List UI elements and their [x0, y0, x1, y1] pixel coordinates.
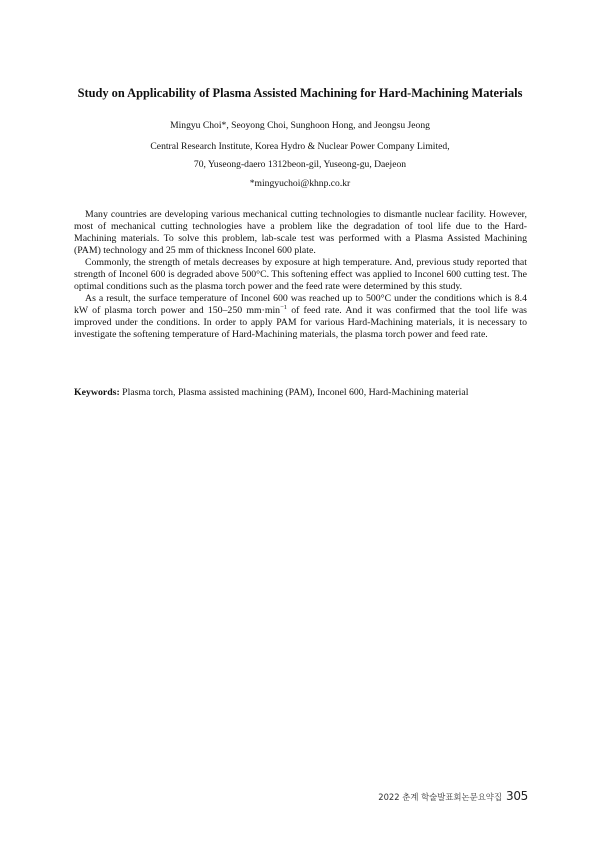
abstract-paragraph-1: Many countries are developing various mechanical cutting technologies to dismantle nuclear facility. However, most of mechanical cutting technologies have a problem like the degradation of tool life due to the Hard-Machining materials. To solve this problem, lab-scale test was performed with a Plasma Assisted Machining (PAM) technology and 25 mm of thickness Inconel 600 plate. [74, 209, 527, 256]
abstract-body [74, 209, 527, 341]
abstract-paragraph-3 [74, 293, 527, 341]
keywords-label: Keywords: [74, 387, 120, 398]
page-footer [378, 789, 528, 803]
author-address: 70, Yuseong-daero 1312beon-gil, Yuseong-gu, Daejeon [193, 159, 407, 170]
page-number: 305 [505, 789, 528, 803]
author-list: Mingyu Choi*, Seoyong Choi, Sunghoon Hong, and Jeongsu Jeong [170, 120, 430, 131]
unit-exponent: −1 [280, 304, 287, 311]
abstract-paragraph-3-text-a: As a result, the surface temperature of Inconel 600 was reached up to 500°C under the conditions which is 8.4 kW of plasma torch power and 150–250 mm·min [74, 293, 527, 316]
abstract-paragraph-3-text-b: of feed rate. And it was confirmed that the tool life was improved under the conditions. In order to apply PAM for various Hard-Machining materials, it is necessary to investigate the softening temperature of Hard-Machining materials, the plasma torch power and feed rate. [74, 305, 527, 340]
paper-title: Study on Applicability of Plasma Assisted Machining for Hard-Machining Materials [77, 86, 523, 100]
proceedings-title: 2022 춘계 학술발표회논문요약집 [378, 792, 502, 802]
abstract-paragraph-2: Commonly, the strength of metals decreases by exposure at high temperature. And, previous study reported that strength of Inconel 600 is degraded above 500°C. This softening effect was applied to Inconel 600 cutting test. The optimal conditions such as the plasma torch power and the feed rate were determined by this study. [74, 257, 527, 292]
author-affiliation: Central Research Institute, Korea Hydro & Nuclear Power Company Limited, [150, 141, 450, 152]
corresponding-email: *mingyuchoi@khnp.co.kr [249, 178, 351, 189]
keywords-text: Plasma torch, Plasma assisted machining (PAM), Inconel 600, Hard-Machining material [119, 387, 469, 398]
keywords-line [74, 387, 534, 399]
